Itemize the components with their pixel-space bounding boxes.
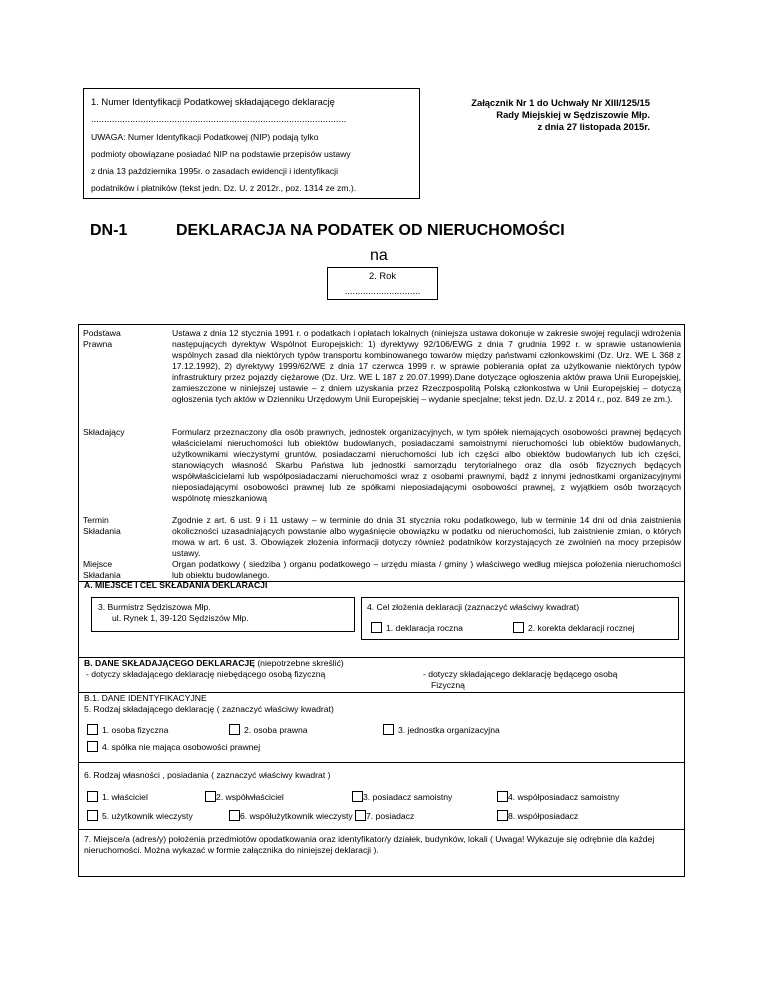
section-b-left-note: - dotyczy składającego deklarację niebędącego osobą fizyczną [86,669,326,679]
podstawa-text: Ustawa z dnia 12 stycznia 1991 r. o podatkach i opłatach lokalnych (niniejsza ustawa dokonuje w zakresie swojej regulacji wdrożenia następujących dyrektyw Wspólnot Europejskich: 1) dyrektywy 92/106/EWG z dnia 7 grudnia 1992 r. w sprawie ustanowienia wspólnych zasad dla niektórych typów transportu kombinowanego towarów między państwami członkowskimi (Dz. Urz. WE L 368 z 17.12.1992), 2) dyrektywy 1999/62/WE z dnia 17 czerwca 1999 r. w sprawie pobierania opłat za użytkowanie niektórych typów infrastruktury przez pojazdy ciężarowe (Dz. Urz. WE L 187 z 20.07.1999).Dane dotyczące ogłoszenia aktów prawa Unii Europejskiej, zamieszczone w niniejszej ustawie – z dniem uzyskania przez Rzeczpospolitą Polską członkostwa w Unii Europejskiej – dotyczą ogłoszenia tych aktów w Dzienniku Urzędowym Unii Europejskiej – wydanie specjalne; tekst jedn. Dz.U. z 2014 r., poz. 849 ze zm.). [172,328,681,404]
natural-person-label: 1. osoba fizyczna [102,725,169,735]
purpose-option-2[interactable] [513,622,635,634]
nip-label: 1. Numer Identyfikacji Podatkowej składającego deklarację [91,96,335,107]
perpetual-user-label: 5. użytkownik wieczysty [102,811,193,821]
legal-person-label: 2. osoba prawna [244,725,308,735]
annual-declaration-label: 1. deklaracja roczna [386,623,463,633]
organizational-unit-checkbox[interactable] [383,724,394,735]
field5-label: 5. Rodzaj składającego deklarację ( zaznaczyć właściwy kwadrat) [84,704,334,714]
form-subtitle: na [370,247,388,264]
field5-option-4[interactable] [87,741,260,753]
correction-checkbox[interactable] [513,622,524,633]
field6-label: 6. Rodzaj własności , posiadania ( zaznaczyć właściwy kwadrat ) [84,770,331,780]
termin-text: Zgodnie z art. 6 ust. 9 i 11 ustawy – w terminie do dnia 31 stycznia roku podatkowego, lub w terminie 14 dni od dnia zaistnienia okoliczności uzasadniających powstanie albo wygaśnięcie obowiązku w podatku od nieruchomości, lub zaistnienie zmian, o których mowa w art. 6 ust. 3. Obowiązek złożenia informacji dotyczy również podatników korzystających ze zwolnień na mocy przepisów ustawy. [172,515,681,558]
attachment-line-2: Rady Miejskiej w Sędziszowie Młp. [496,109,650,120]
nip-note-line-3: z dnia 13 października 1995r. o zasadach ewidencji i identyfikacji [91,166,338,176]
nip-input-dots[interactable]: .................................................................................................. [91,113,347,124]
skladajacy-text: Formularz przeznaczony dla osób prawnych, jednostek organizacyjnych, w tym spółek niemających osobowości prawnej będących właścicielami nieruchomości lub obiektów budowlanych, posiadaczami samoistnymi nieruchomości lub obiektów budowlanych, użytkownikami wieczystymi gruntów, posiadaczami nieruchomości lub ich części albo obiektów budowlanych lub ich części, stanowiących własność Skarbu Państwa lub jednostki samorządu terytorialnego oraz dla osób fizycznych będących współwłaścicielami lub współposiadaczami nieruchomości wraz z osobami prawnymi, bądź z innymi jednostkami organizacyjnymi nieposiadającymi osobowości prawnej lub ze spółkami nieposiadającymi osobowości prawnej, z wyjątkiem osób tworzących wspólnotę mieszkaniową [172,427,681,503]
field7-label: 7. Miejsce/a (adres/y) położenia przedmiotów opodatkowania oraz identyfikator/y działek, budynków, lokali ( Uwaga! Wykazuje się odrębnie dla każdej nieruchomości. Można wykazać w formie załącznika do niniejszej deklaracji ). [84,834,655,855]
form-title: DEKLARACJA NA PODATEK OD NIERUCHOMOŚCI [176,222,565,239]
field5-option-3[interactable] [383,724,500,736]
nip-note-line-1: UWAGA: Numer Identyfikacji Podatkowej (NIP) podają tylko [91,132,319,142]
field6-divider [78,762,685,763]
field6-option-4[interactable] [497,791,619,803]
form-code: DN-1 [90,222,128,239]
independent-coholder-checkbox[interactable] [497,791,508,802]
co-owner-label: 2. współwłaściciel [216,792,284,802]
perpetual-co-user-checkbox[interactable] [229,810,240,821]
purpose-label: 4. Cel złożenia deklaracji (zaznaczyć właściwy kwadrat) [367,602,580,612]
organizational-unit-label: 3. jednostka organizacyjna [398,725,500,735]
holder-label: 7. posiadacz [366,811,415,821]
field6-option-7[interactable] [355,810,414,822]
section-b-title: B. DANE SKŁADAJĄCEGO DEKLARACJĘ [84,658,255,668]
owner-checkbox[interactable] [87,791,98,802]
independent-holder-checkbox[interactable] [352,791,363,802]
field5-option-1[interactable] [87,724,168,736]
section-a-title: A. MIEJSCE I CEL SKŁADANIA DEKLARACJI [84,580,268,590]
year-label: 2. Rok [368,270,397,281]
field5-option-2[interactable] [229,724,308,736]
field6-option-1[interactable] [87,791,148,803]
field6-option-6[interactable] [229,810,353,822]
field7-divider [78,829,685,830]
field6-option-2[interactable] [205,791,284,803]
section-b-header [84,658,344,669]
nip-note-line-2: podmioty obowiązane posiadać NIP na podstawie przepisów ustawy [91,149,351,159]
podstawa-label: Podstawa Prawna [83,328,121,349]
miejsce-label: Miejsce Składania [83,559,121,580]
coholder-label: 8. współposiadacz [508,811,579,821]
field6-option-8[interactable] [497,810,578,822]
perpetual-co-user-label: 6. współużytkownik wieczysty [240,811,353,821]
section-b-right-note-2: Fizyczną [431,680,465,690]
co-owner-checkbox[interactable] [205,791,216,802]
section-b-right-note-1: - dotyczy składającego deklarację będącego osobą [423,669,618,679]
partnership-label: 4. spółka nie mająca osobowości prawnej [102,742,261,752]
year-input-dots[interactable]: ............................. [344,285,421,296]
perpetual-user-checkbox[interactable] [87,810,98,821]
natural-person-checkbox[interactable] [87,724,98,735]
authority-line-2: ul. Rynek 1, 39-120 Sędziszów Młp. [112,613,249,623]
miejsce-text: Organ podatkowy ( siedziba ) organu podatkowego – urzędu miasta / gminy ) właściwego według miejsca położenia nieruchomości lub obiektu budowlanego. [172,559,681,580]
coholder-checkbox[interactable] [497,810,508,821]
independent-coholder-label: 4. współposiadacz samoistny [508,792,620,802]
section-b-title-note: (niepotrzebne skreślić) [254,658,344,668]
field7-input-area[interactable] [84,858,679,874]
attachment-line-3: z dnia 27 listopada 2015r. [537,121,650,132]
owner-label: 1. właściciel [102,792,148,802]
authority-line-1: 3. Burmistrz Sędziszowa Młp. [98,602,211,612]
purpose-option-1[interactable] [371,622,463,634]
attachment-header [471,97,650,133]
field6-option-5[interactable] [87,810,193,822]
partnership-checkbox[interactable] [87,741,98,752]
correction-label: 2. korekta deklaracji rocznej [528,623,635,633]
annual-declaration-checkbox[interactable] [371,622,382,633]
termin-label: Termin Składania [83,515,121,536]
legal-person-checkbox[interactable] [229,724,240,735]
attachment-line-1: Załącznik Nr 1 do Uchwały Nr XIII/125/15 [471,97,650,108]
holder-checkbox[interactable] [355,810,366,821]
skladajacy-label: Składający [83,427,125,437]
nip-note-line-4: podatników i płatników (tekst jedn. Dz. U. z 2012r., poz. 1314 ze zm.). [91,183,357,193]
legal-frame [78,324,685,582]
b1-title: B.1. DANE IDENTYFIKACYJNE [84,693,207,703]
independent-holder-label: 3. posiadacz samoistny [363,792,453,802]
field6-option-3[interactable] [352,791,452,803]
